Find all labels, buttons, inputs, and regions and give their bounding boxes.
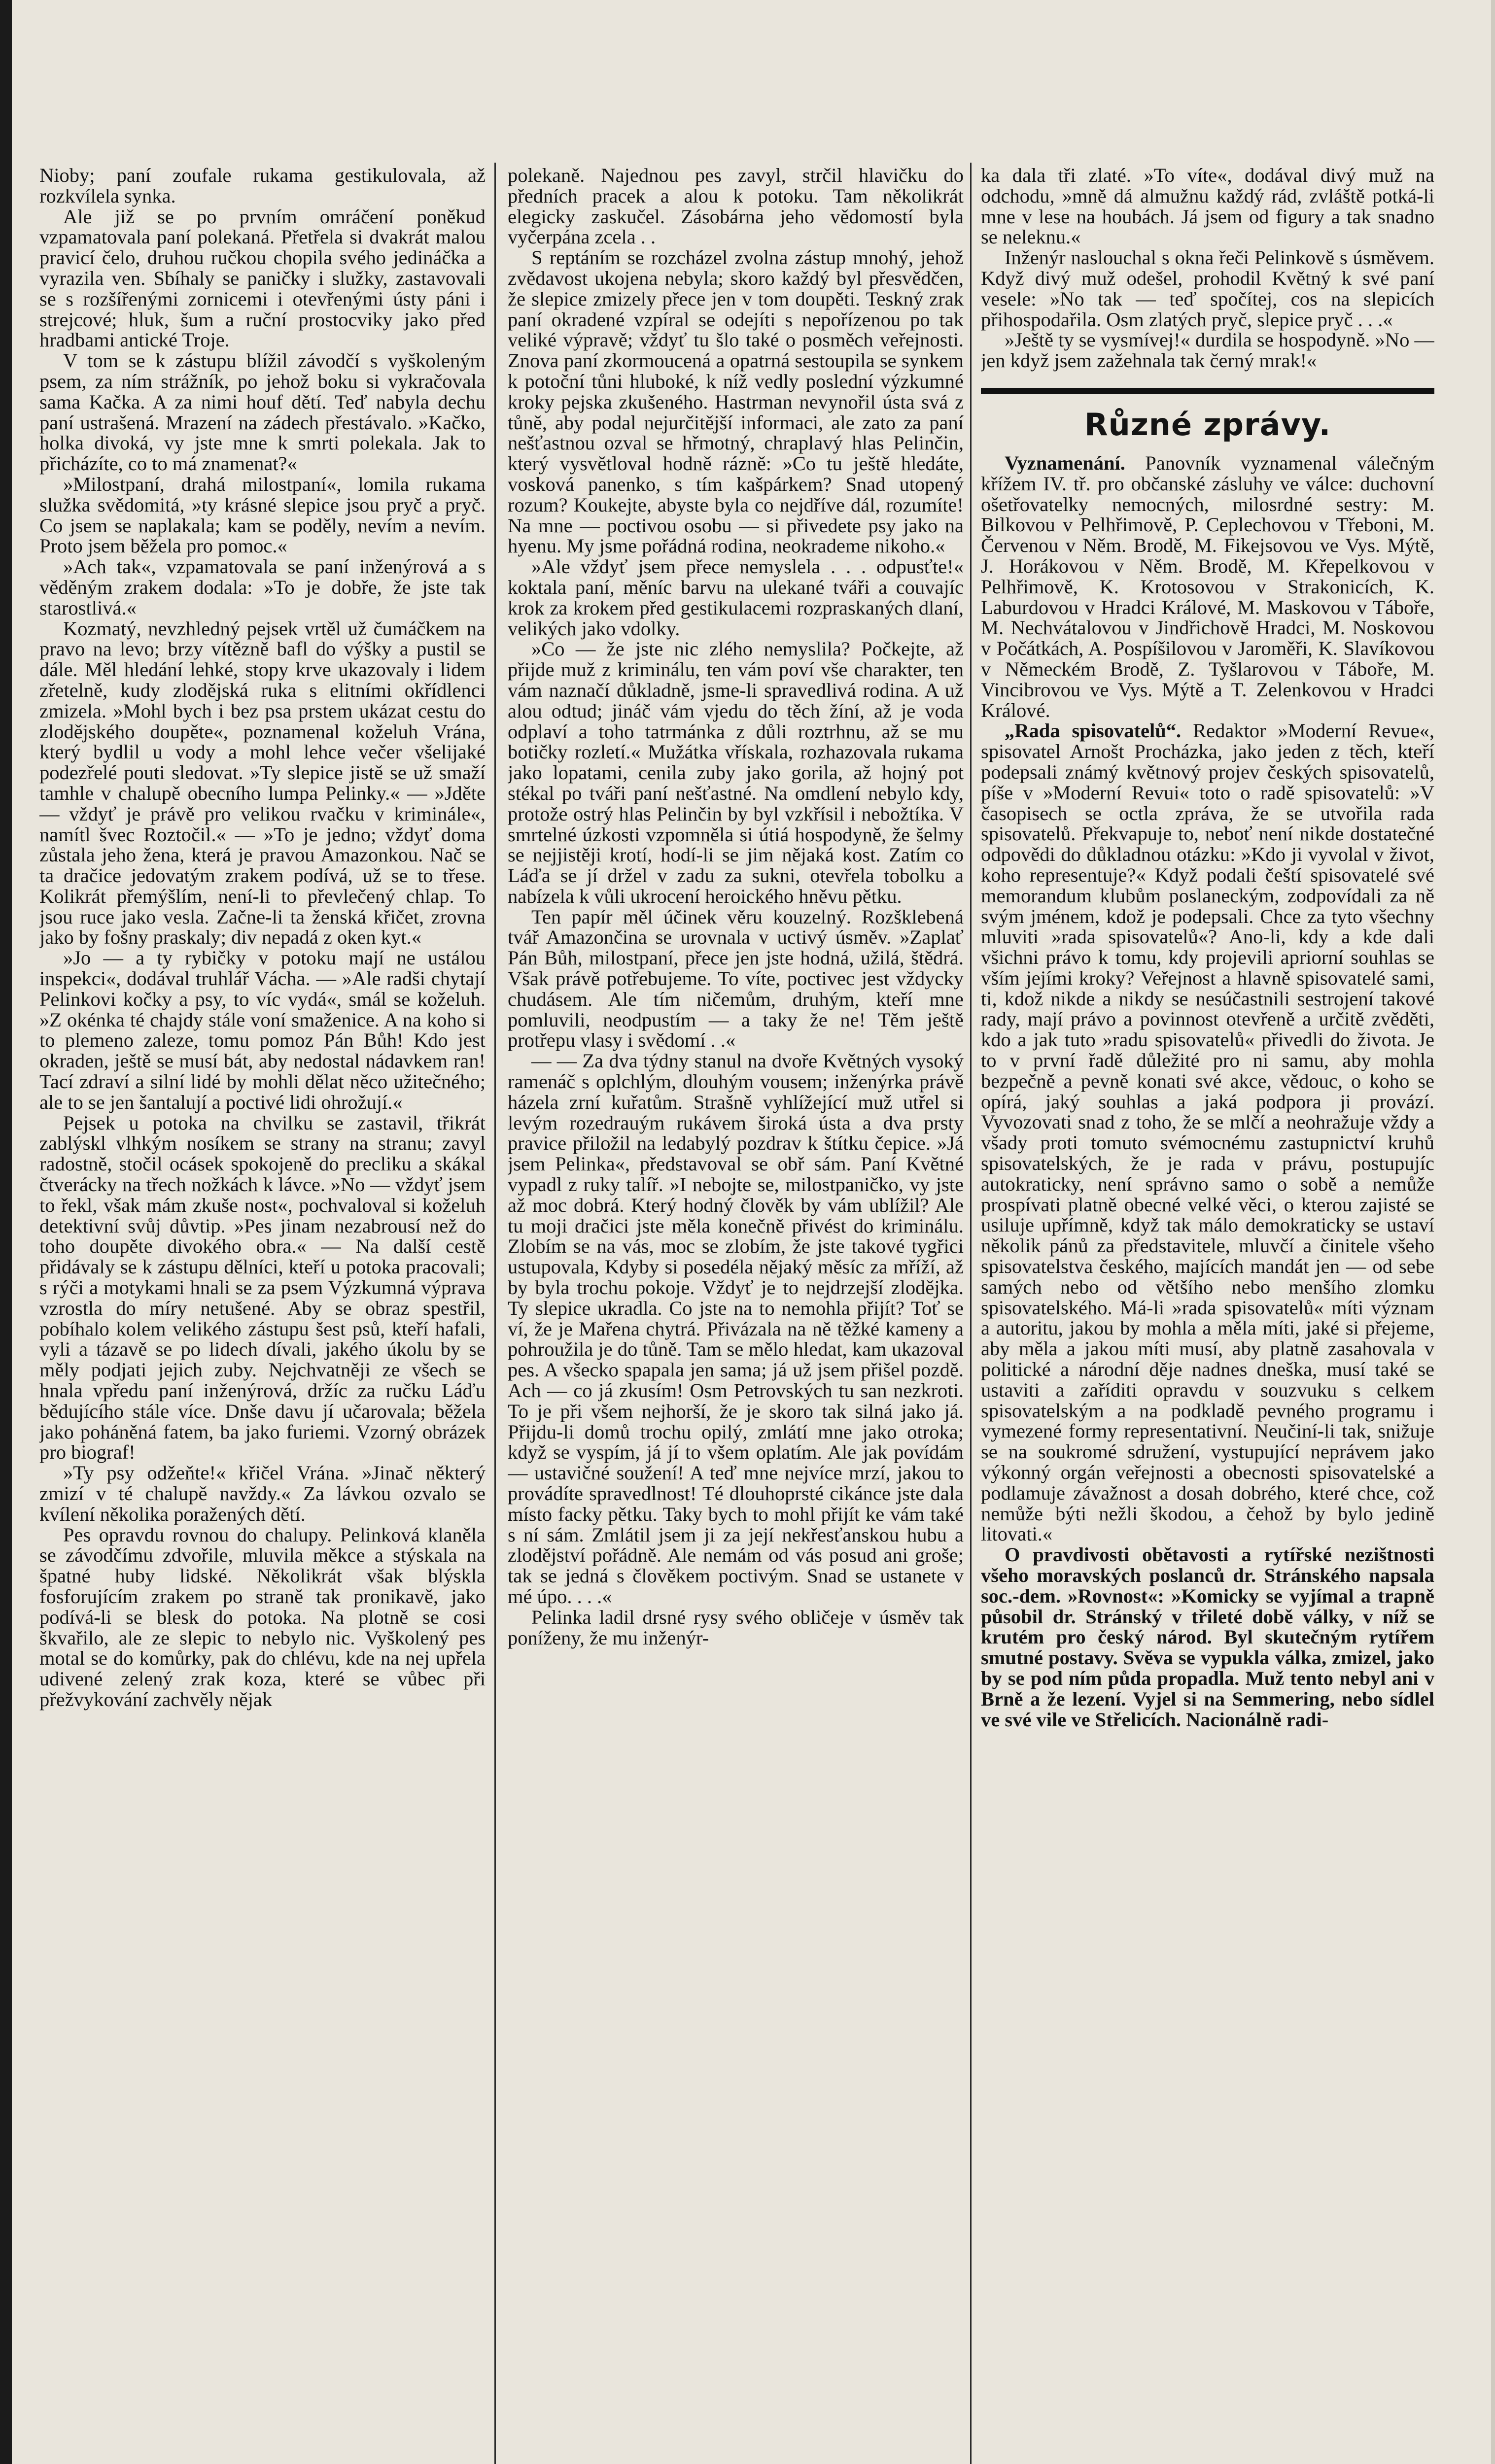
news-item-text: napsala soc.-dem. »Rovnost«: »Komicky se vyjímal a trapně působil dr. Stránský v třileté době války, v níž se krutém pro český národ. Byl skutečným rytířem smutné postavy. Svěva se vypukla válka, zmizel, jako by se pod ním půda propadla. Muž tento nebyl ani v Brně a že lezení. Vyjel si na Semmering, nebo sídlel ve své vile ve Střelicích. Nacionálně radi-: [981, 1564, 1434, 1731]
paragraph: Ale již se po prvním omráčení poněkud vzpamatovala paní polekaná. Přetřela si dvakrát malou pravicí čelo, druhou ručkou chopila svého jedináčka a vyrazila ven. Sbíhaly se paničky i služky, zastavovali se s rozšířenými zornicemi i otevřenými ústy páni i strejcové; hluk, šum a ruční prostocviky jako před hradbami antické Troje.: [39, 205, 486, 351]
scan-left-edge: [0, 0, 12, 2464]
news-item-text: Panovník vyznamenal válečným křížem IV. tř. pro občanské zásluhy ve válce: duchovní ošetřovatelky nemocných, milosrdné sestry: M. Bilkovou v Pelhřimově, P. Ceplechovou v Třeboni, M. Červenou v Něm. Brodě, M. Fikejsovou ve Vys. Mýtě, J. Horákovou v Něm. Brodě, M. Křepelkovou v Pelhřimově, K. Krotosovou v Strakonicích, K. Laburdovou v Hradci Králové, M. Maskovou v Táboře, M. Nechvátalovou v Jindřichově Hradci, M. Noskovou v Počátkách, A. Pospíšilovou v Jaroměři, K. Slavíkovou v Německém Brodě, Z. Tyšlarovou v Táboře, M. Vincibrovou ve Vys. Mýtě a T. Zelenkovou v Hradci Králové.: [981, 451, 1434, 721]
paragraph: polekaně. Najednou pes zavyl, strčil hlavičku do předních pracek a alou k potoku. Tam několikrát elegicky zaskučel. Zásobárna jeho vědomostí byla vyčerpána zcela . .: [508, 165, 964, 248]
paragraph: Pejsek u potoka na chvilku se zastavil, třikrát zablýskl vlhkým nosíkem se strany na stranu; zavyl radostně, stočil ocásek spokojeně do precliku a skákal čtverácky na třech nožkách k lávce. »No — vždyť jsem to řekl, však mám zkuše nost«, pochvaloval si koželuh detektivní svůj důvtip. »Pes jinam nezabrousí než do toho doupěte divokého obra.« — Na další cestě přidávaly se k zástupu dělníci, kteří u potoka pracovali; s rýči a motykami hnali se za psem Výzkumná výprava vzrostla do míry netušené. Aby se obraz spestřil, pobíhalo kolem velikého zástupu šest psů, kteří hafali, vyli a tázavě se po lidech dívali, jakého úkolu by se měly podjati jejich zuby. Nejchvatněji ze všech se hnala vpředu paní inženýrová, držíc za ručku Láďu bědujícího stále více. Dnše davu jí učarovala; běžela jako poháněná fatem, ba jako furiemi. Vzorný obrázek pro biograf!: [39, 1111, 486, 1464]
paragraph: Kozmatý, nevzhledný pejsek vrtěl už čumáčkem na pravo na levo; brzy vítězně bafl do výšky a pustil se dále. Měl hledání lehké, stopy krve ukazovaly i lidem zřetelně, kudy zlodějská ruka s elitními okřídlenci zmizela. »Mohl bych i bez psa prstem ukázat cestu do zlodějského doupěte«, poznamenal koželuh Vrána, který bydlil u vody a mohl lehce večer všelijaké podezřelé pouti sledovat. »Ty slepice jistě se už smaží tamhle v chalupě obecního lumpa Pelinky.« — »Jděte — vždyť je právě pro velikou rvačku v kriminále«, namítl švec Roztočil.« — »To je jedno; vždyť doma zůstala jeho žena, která je pravou Amazonkou. Nač se ta dračice jedovatým zrakem podívá, už se to třese. Kolikrát přemýšlím, není-li to převlečený chlap. To jsou ruce jako vesla. Začne-li ta ženská křičet, zrovna jako by fošny praskaly; div nepadá z oken kyt.«: [39, 617, 486, 949]
paragraph: V tom se k zástupu blížil závodčí s vyškoleným psem, za ním strážník, po jehož boku si vykračovala sama Kačka. A za nimi houf dětí. Teď nabyla dechu paní ustrašená. Mrazení na zádech přestávalo. »Kačko, holka divoká, vy jste mne k smrti polekala. Jak to přicházíte, co to má znamenat?«: [39, 349, 486, 475]
paragraph: »Ach tak«, vzpamatovala se paní inženýrová a s věděným zrakem dodala: »To je dobře, že jste tak starostlivá.«: [39, 555, 486, 619]
paragraph: Inženýr naslouchal s okna řeči Pelinkově s úsměvem. Když divý muž odešel, prohodil Květný k své paní vesele: »No tak — teď spočítej, cos na slepicích přihospodařila. Osm zlatých pryč, slepice pryč . . .«: [981, 246, 1434, 331]
paragraph: Pes opravdu rovnou do chalupy. Pelinková klaněla se závodčímu zdvořile, mluvila měkce a stýskala na špatné huby lidské. Několikrát však blýskla fosforujícím zrakem po straně tak pronikavě, jako podívá-li se blesk do potoka. Na plotně se cosi škvařilo, ale ze slepic to nebylo nic. Vyškolený pes motal se do komůrky, pak do chlévu, kde na nej upřela udivené zelený zrak koza, které se vůbec při přežvykování zachvěly nějak: [39, 1523, 486, 1711]
paragraph: »Ale vždyť jsem přece nemyslela . . . odpusťte!« koktala paní, měníc barvu na ulekané tváři a couvajíc krok za krokem před gestikulacemi rozpraskaných dlaní, velikých jako vdolky.: [508, 555, 964, 640]
news-item: [981, 720, 1434, 1544]
paragraph: S reptáním se rozcházel zvolna zástup mnohý, jehož zvědavost ukojena nebyla; skoro každý byl přesvědčen, že slepice zmizely přece jen v tom doupěti. Teskný zrak paní okradené vzpíral se odejíti s nepořízenou po tak veliké výpravě; vždyť tu šlo také o posměch veřejnosti. Znova paní zkormoucená a opatrná sestoupila se synkem k potoční tůni hluboké, k níž vedly poslední výzkumné kroky pejska zkušeného. Hastrman nevynořil ústa svá z tůně, aby podal nejurčitější informaci, ale zato za paní nešťastnou ozval se hřmotný, chraplavý hlas Pelinčin, který vysvětloval hodně rázně: »Co tu ještě hledáte, vosková panenko, s tím kašpárkem? Snad utopený rozum? Koukejte, abyste byla co nejdříve dál, rozumíte! Na mne — poctivou osobu — si přivedete psy jako na hyenu. My jsme pořádná rodina, neokrademe nikoho.«: [508, 246, 964, 557]
news-item: [981, 453, 1434, 720]
news-item-text: Redaktor »Moderní Revue«, spisovatel Arnošt Procházka, jako jeden z těch, kteří podepsali známý květnový projev českých spisovatelů, píše v »Moderní Revui« toto o radě spisovatelů: »V časopisech se octla zpráva, že se utvořila rada spisovatelů. Překvapuje to, neboť není nikde dostatečné odpovědi do důkladnou otázku: »Kdo ji vyvolal v život, koho representuje?« Když podali čeští spisovatelé své memorandum klubům poslaneckým, zodpovídali za ně svým jménem, kdož je podepsali. Chce za tyto všechny mluviti »rada spisovatelů«? Ano-li, kdy a kde dali všichni právo k tomu, kdy projevili apriorní souhlas se vším jejími kroky? Veřejnost a hlavně spisovatelé sami, ti, kdož nikde a nikdy se nesúčastnili sestrojení takové rady, mají právo a povinnost otevřeně a určitě zvěděti, kdo a jak tuto »radu spisovatelů« přivedli do života. Je to v první řadě důležité pro ni samu, aby mohla bezpečně a pevně konati své akce, vědouc, o koho se opírá, jaký souhlas a jaká podpora ji provází. Vyvozovati snad z toho, že se mlčí a neohražuje vždy a všady proti tomuto svémocnému zastupnictví kruhů spisovatelských, že je rada v právu, postupujíc autokraticky, není správno samo o sobě a nemůže prospívati platně obecné velké věci, o kterou zajisté se usiluje upřímně, když tak málo demokraticky se ustaví několik pánů za představitele, mluvčí a činitele všeho spisovatelstva českého, majících mandát jen — od sebe samých nebo od většího nebo menšího zlomku spisovatelského. Má-li »rada spisovatelů« míti význam a autoritu, jakou by mohla a měla míti, jaké si přejeme, aby měla a jakou míti musí, aby platně zasahovala v politické a národní děje nadnes dneška, musí také se ustaviti a zaříditi opravdu v souzvuku s celkem spisovatelským a na podkladě pevného programu i vymezené formy representativní. Neučiní-li tak, snižuje se na soukromé sdružení, vystupující neprávem jako výkonný orgán veřejnosti a obecnosti spisovatelské a podlamuje závažnost a dosah dobrého, které chce, což nemůže býti nežli škodou, a čehož by bylo jedině litovati.«: [981, 719, 1434, 1545]
section-divider-thick: [981, 388, 1434, 394]
news-item-lead: „Rada spisovatelů“.: [1005, 719, 1182, 742]
news-item: [981, 1544, 1434, 1730]
paragraph: — — Za dva týdny stanul na dvoře Květných vysoký ramenáč s oplchlým, dlouhým vousem; inženýrka právě házela zrní kuřatům. Strašně vyhlížející muž utřel si levým rozedrauým rukávem široká ústa a dva prsty pravice přiložil na ledabylý pozdrav k štítku čepice. »Já jsem Pelinka«, představoval se obř sám. Paní Květné vypadl z ruky talíř. »I nebojte se, milostpaničko, vy jste až moc dobrá. Který hodný člověk by vám ublížil? Ale tu moji dračici jste měla konečně přivést do kriminálu. Zlobím se na vás, moc se zlobím, že jste takové tygřici ustupovala, Kdyby si posedéla nějaký měsíc za mříží, až by byla trochu pokoje. Vždyť je to nejdrzejší zlodějka. Ty slepice ukradla. Co jste na to nemohla přijít? Toť se ví, že je Mařena chytrá. Přivázala na ně těžké kameny a pohroužila je do tůně. Tam se mělo hledat, kam ukazoval pes. A všecko spapala jen sama; já už jsem přišel pozdě. Ach — co já zkusím! Osm Petrovských tu san nezkroti. To je při všem nejhorší, že je skoro tak silná jako já. Přijdu-li domů trochu opilý, zmlátí mne jako otroka; když se vyspím, já jí to všem oplatím. Ale jak povídám — ustavičné soužení! A teď mne nejvíce mrzí, jakou to provádíte spravedlnost! Té dlouhoprsté cikánce jste dala místo facky pětku. Taky bych to mohl přijít ke vám také s ní sám. Zmlátil jsem ji za její nekřesťanskou hubu a zlodějství pořádně. Ale nemám od vás posud ani groše; tak se jedná s člověkem poctivým. Snad se ustanete v mé úpo. . . .«: [508, 1050, 964, 1608]
column-rule-2: [970, 163, 972, 2464]
column-2: [508, 165, 964, 2464]
paragraph: ka dala tři zlaté. »To víte«, dodával divý muž na odchodu, »mně dá almužnu každý rád, zvláště potká-li mne v lese na houbách. Já jsem od figury a tak snadno se neleknu.«: [981, 165, 1434, 248]
paragraph: »Co — že jste nic zlého nemyslila? Počkejte, až přijde muž z kriminálu, ten vám poví vše charakter, ten vám naznačí důkladně, jsme-li spravedlivá rodina. A už alou odtud; jináč vám vjedu do těch žíní, až je voda odplaví a toho tatrmánka z důli roztrhnu, až se mu botičky rozletí.« Mužátka vřískala, rozhazovala rukama jako lopatami, cenila zuby jako gorila, až hojný pot stékal po tváři paní nešťastné. Na omdlení nebylo kdy, protože ostrý hlas Pelinčin by byl vzkřísil i nebožtíka. V smrtelné úzkosti vzpomněla si útiá hospodyně, že šelmy se nejjistěji krotí, hodí-li se jim nějaká kost. Zatím co Láďa se jí držel v zadu za sukni, otevřela tobolku a nabízela k vůli ukrocení heroického hněvu pětku.: [508, 638, 964, 907]
paragraph: Nioby; paní zoufale rukama gestikulovala, až rozkvílela synka.: [39, 165, 486, 207]
column-3: [981, 165, 1434, 2464]
column-rule-1: [494, 163, 496, 2464]
section-heading: Různé zprávy.: [1084, 406, 1331, 443]
column-1: [39, 165, 486, 2464]
paragraph: Ten papír měl účinek věru kouzelný. Rozšklebená tvář Amazončina se urovnala v uctivý úsměv. »Zaplať Pán Bůh, milostpaní, přece jen jste hodná, užilá, štědrá. Však právě potřebujeme. To víte, poctivec jest vždycky chudásem. Ale tím ničemům, druhým, kteří mne pomluvili, neodpustím — a taky že ne! Těm ještě protřepu vlasy i svědomí . .«: [508, 905, 964, 1052]
paragraph: »Ještě ty se vysmívej!« durdila se hospodyně. »No — jen když jsem zažehnala tak černý mrak!«: [981, 329, 1434, 372]
scan-right-edge: [1491, 0, 1495, 2464]
paragraph: »Jo — a ty rybičky v potoku mají ne ustálou inspekci«, dodával truhlář Vácha. — »Ale radši chytají Pelinkovi kočky a psy, to víc vydá«, smál se koželuh. »Z okénka té chajdy stále voní smaženice. A na koho si to plemeno zaleze, tomu pomoz Pán Bůh! Kdo jest okraden, ještě se musí bát, aby nedostal nádavkem ran! Tací zdraví a silní lidé by mohli dělat něco užitečného; ale to se jen šantalují a poctivé lidi ohrožují.«: [39, 947, 486, 1113]
paragraph: »Milostpaní, drahá milostpaní«, lomila rukama služka svědomitá, »ty krásné slepice jsou pryč a pryč. Co jsem se naplakala; kam se poděly, nevím a nevím. Proto jsem běžela pro pomoc.«: [39, 473, 486, 557]
paragraph: Pelinka ladil drsné rysy svého obličeje v úsměv tak poníženy, že mu inženýr-: [508, 1606, 964, 1649]
news-item-lead: O pravdivosti obětavosti a rytířské nezištnosti všeho moravských poslanců dr. Stránského: [981, 1543, 1434, 1586]
news-item-lead: Vyznamenání.: [1005, 451, 1125, 474]
paragraph: »Ty psy odžeňte!« křičel Vrána. »Jinač některý zmizí v té chalupě navždy.« Za lávkou ozvalo se kvílení několika poražených dětí.: [39, 1462, 486, 1525]
